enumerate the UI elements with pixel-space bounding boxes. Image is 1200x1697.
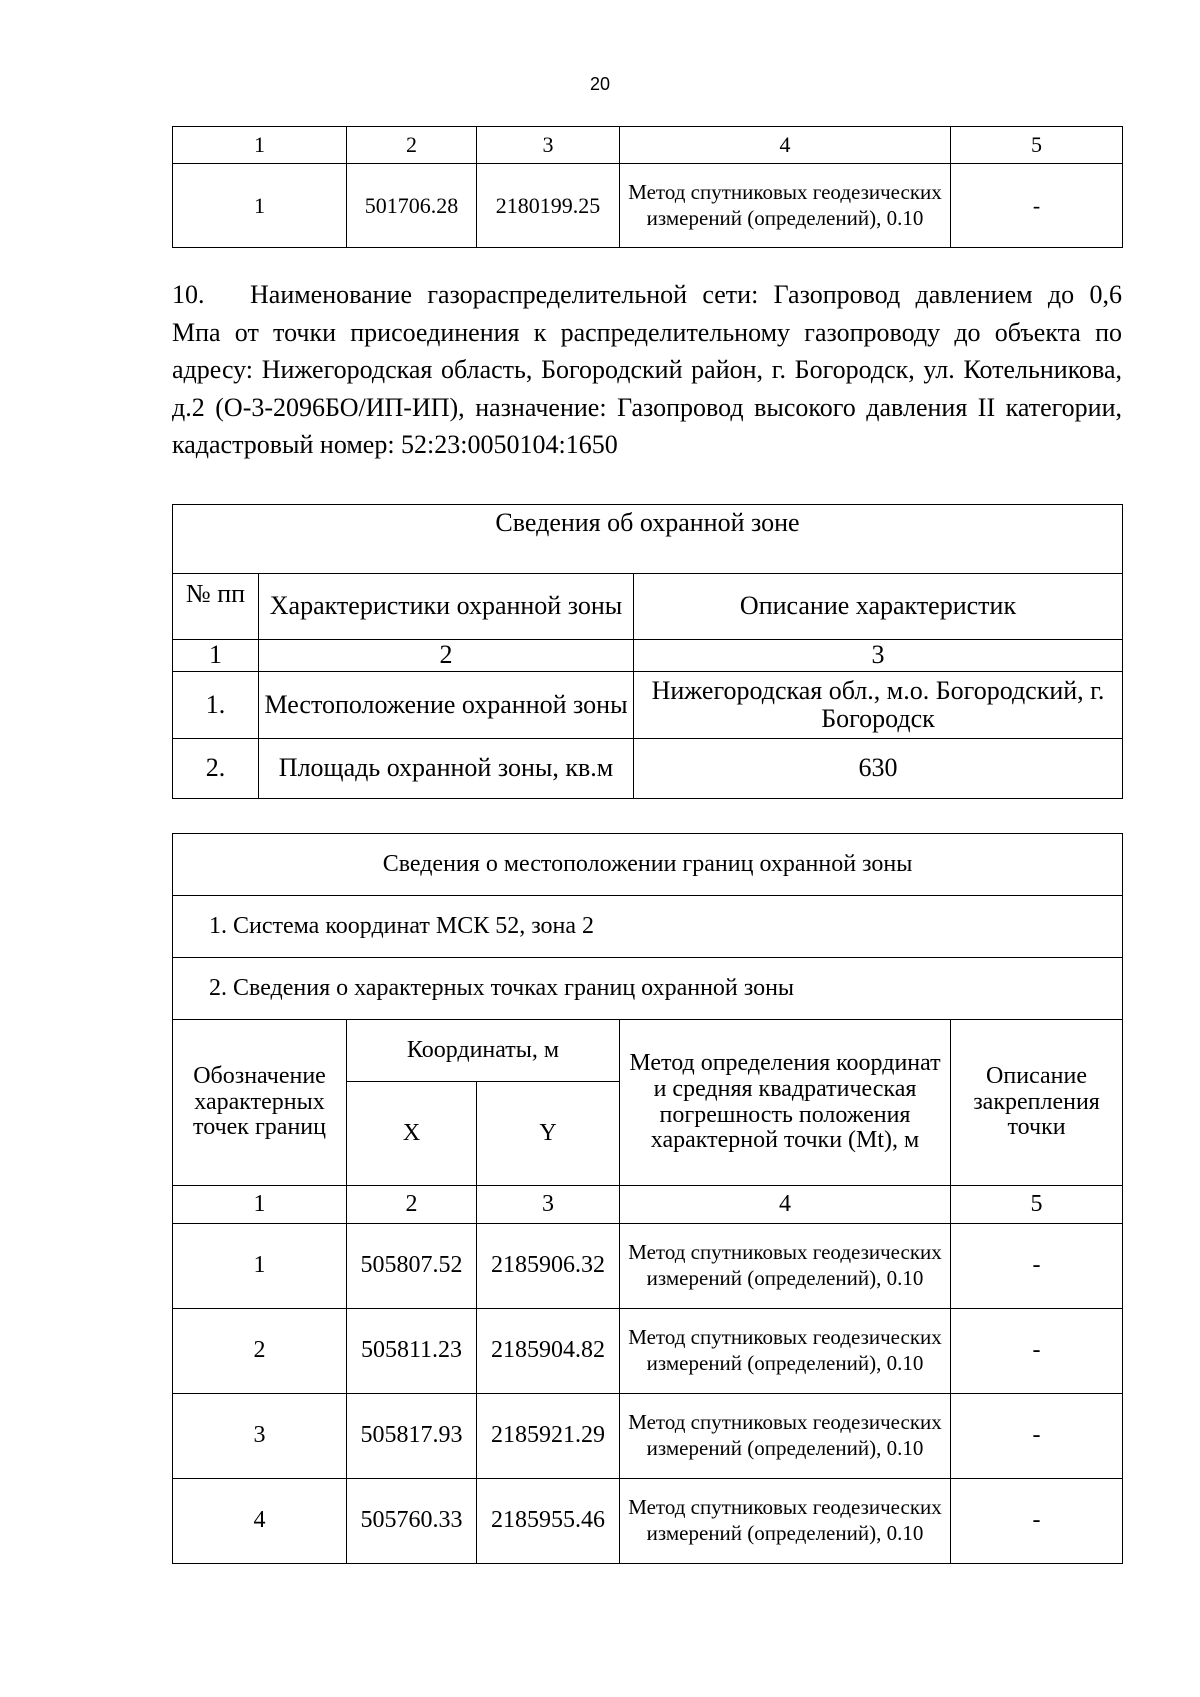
fixing-description: - [951, 1394, 1123, 1479]
characteristic-name: Площадь охранной зоны, кв.м [259, 739, 634, 799]
header-fixing: Описание закрепления точки [951, 1020, 1123, 1186]
column-number: 1 [173, 640, 259, 672]
boundary-location-table [172, 833, 1123, 1564]
coord-x: 505817.93 [347, 1394, 477, 1479]
table-row [173, 739, 1123, 799]
header-method: Метод определения координат и средняя квадратическая погрешность положения характерной точки (Mt), м [620, 1020, 951, 1186]
fixing-description: - [951, 1224, 1123, 1309]
fixing-description: - [951, 1479, 1123, 1564]
column-number: 2 [259, 640, 634, 672]
method-cell: Метод спутниковых геодезических измерений (определений), 0.10 [620, 1309, 951, 1394]
header-y: Y [477, 1082, 620, 1186]
table-row [173, 1479, 1123, 1564]
column-number: 1 [173, 1186, 347, 1224]
network-description-paragraph [172, 276, 1122, 464]
coord-x: 505807.52 [347, 1224, 477, 1309]
method-cell: Метод спутниковых геодезических измерений (определений), 0.10 [620, 1479, 951, 1564]
paragraph-text: Наименование газораспределительной сети: Газопровод давлением до 0,6 Мпа от точки присоединения к распределительному газопроводу до объекта по адресу: Нижегородская область, Богородский район, г. Богородск, ул. Котельникова, д.2 (О-3-2096БО/ИП-ИП), назначение: Газопровод высокого давления II категории, кадастровый номер: 52:23:0050104:1650 [172, 280, 1122, 460]
coordinates-table-continuation [172, 126, 1123, 248]
method-cell: Метод спутниковых геодезических измерений (определений), 0.10 [620, 1224, 951, 1309]
points-title: 2. Сведения о характерных точках границ охранной зоны [173, 958, 1123, 1020]
point-number: 3 [173, 1394, 347, 1479]
header-x: X [347, 1082, 477, 1186]
header-characteristic: Характеристики охранной зоны [259, 574, 634, 640]
table-row [173, 1309, 1123, 1394]
protection-zone-table [172, 504, 1123, 799]
coord-y: 2185904.82 [477, 1309, 620, 1394]
column-number: 5 [951, 127, 1123, 164]
characteristic-value: Нижегородская обл., м.о. Богородский, г. Богородск [634, 672, 1123, 739]
header-row [173, 574, 1123, 640]
header-row [173, 1020, 1123, 1082]
table-row [173, 672, 1123, 739]
column-number: 5 [951, 1186, 1123, 1224]
method-cell: Метод спутниковых геодезических измерений (определений), 0.10 [620, 1394, 951, 1479]
coordinate-system: 1. Система координат МСК 52, зона 2 [173, 896, 1123, 958]
table-row [173, 1394, 1123, 1479]
column-number: 3 [477, 1186, 620, 1224]
fixing-description: - [951, 164, 1123, 248]
row-number: 1. [173, 672, 259, 739]
table-row [173, 164, 1123, 248]
column-number: 2 [347, 1186, 477, 1224]
point-number: 4 [173, 1479, 347, 1564]
column-number-row [173, 127, 1123, 164]
point-number: 1 [173, 1224, 347, 1309]
method-cell: Метод спутниковых геодезических измерений (определений), 0.10 [620, 164, 951, 248]
point-number: 1 [173, 164, 347, 248]
header-number: № пп [173, 574, 259, 640]
column-number: 3 [477, 127, 620, 164]
page-number: 20 [589, 74, 611, 94]
zone-table-title: Сведения об охранной зоне [173, 505, 1123, 574]
header-description: Описание характеристик [634, 574, 1123, 640]
point-number: 2 [173, 1309, 347, 1394]
column-number: 1 [173, 127, 347, 164]
coord-x: 505811.23 [347, 1309, 477, 1394]
coord-y: 2185906.32 [477, 1224, 620, 1309]
coord-y: 2185955.46 [477, 1479, 620, 1564]
coord-x: 505760.33 [347, 1479, 477, 1564]
characteristic-value: 630 [634, 739, 1123, 799]
header-designation: Обозначение характерных точек границ [173, 1020, 347, 1186]
column-number: 4 [620, 1186, 951, 1224]
characteristic-name: Местоположение охранной зоны [259, 672, 634, 739]
fixing-description: - [951, 1309, 1123, 1394]
row-number: 2. [173, 739, 259, 799]
column-number: 3 [634, 640, 1123, 672]
table-row [173, 1224, 1123, 1309]
column-number: 4 [620, 127, 951, 164]
header-coordinates: Координаты, м [347, 1020, 620, 1082]
coord-y: 2180199.25 [477, 164, 620, 248]
boundary-table-title: Сведения о местоположении границ охранной зоны [173, 834, 1123, 896]
coord-x: 501706.28 [347, 164, 477, 248]
column-number: 2 [347, 127, 477, 164]
coord-y: 2185921.29 [477, 1394, 620, 1479]
column-number-row [173, 640, 1123, 672]
paragraph-number: 10. [172, 280, 205, 309]
column-number-row [173, 1186, 1123, 1224]
